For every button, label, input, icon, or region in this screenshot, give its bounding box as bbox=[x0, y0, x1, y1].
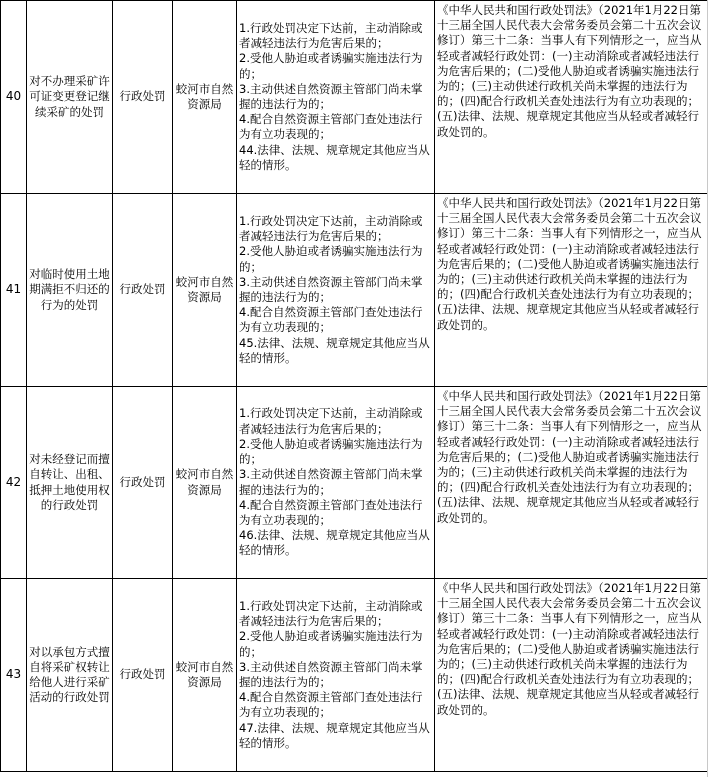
row-number: 41 bbox=[1, 194, 27, 387]
item-name: 对临时使用土地期满拒不归还的行为的处罚 bbox=[27, 194, 113, 387]
condition-item: 47.法律、法规、规章规定其他应当从轻的情形。 bbox=[239, 720, 430, 750]
department: 蛟河市自然资源局 bbox=[173, 387, 237, 579]
category: 行政处罚 bbox=[113, 579, 173, 772]
item-name: 对以承包方式擅自将采矿权转让给他人进行采矿活动的行政处罚 bbox=[27, 579, 113, 772]
table-row bbox=[1, 194, 708, 387]
condition-item: 4.配合自然资源主管部门查处违法行为有立功表现的； bbox=[239, 112, 423, 142]
condition-item: 1.行政处罚决定下达前，主动消除或者减轻违法行为危害后果的； bbox=[239, 406, 423, 436]
row-number: 42 bbox=[1, 387, 27, 579]
condition-item: 3.主动供述自然资源主管部门尚未掌握的违法行为的； bbox=[239, 274, 423, 304]
condition-item: 4.配合自然资源主管部门查处违法行为有立功表现的； bbox=[239, 305, 423, 335]
legal-basis: 《中华人民共和国行政处罚法》（2021年1月22日第十三届全国人民代表大会常务委员会第二十五次会议修订）第三十二条：当事人有下列情形之一，应当从轻或者减轻行政处罚：(一)主动消除或者减轻违法行为危害后果的；(二)受他人胁迫或者诱骗实施违法行为的；(三)主动供述行政机关尚未掌握的违法行为的；(四)配合行政机关查处违法行为有立功表现的；(五)法律、法规、规章规定其他应当从轻或者减轻行政处罚的。 bbox=[435, 387, 708, 579]
legal-basis: 《中华人民共和国行政处罚法》（2021年1月22日第十三届全国人民代表大会常务委员会第二十五次会议修订）第三十二条：当事人有下列情形之一，应当从轻或者减轻行政处罚：(一)主动消除或者减轻违法行为危害后果的；(二)受他人胁迫或者诱骗实施违法行为的；(三)主动供述行政机关尚未掌握的违法行为的；(四)配合行政机关查处违法行为有立功表现的；(五)法律、法规、规章规定其他应当从轻或者减轻行政处罚的。 bbox=[435, 194, 708, 387]
conditions-cell bbox=[237, 579, 435, 772]
table-row bbox=[1, 387, 708, 579]
item-name: 对未经登记而擅自转让、出租、抵押土地使用权的行政处罚 bbox=[27, 387, 113, 579]
item-name: 对不办理采矿许可证变更登记继续采矿的处罚 bbox=[27, 1, 113, 194]
condition-item: 4.配合自然资源主管部门查处违法行为有立功表现的； bbox=[239, 497, 423, 527]
table-row bbox=[1, 579, 708, 772]
condition-item: 44.法律、法规、规章规定其他应当从轻的情形。 bbox=[239, 142, 430, 172]
condition-item: 3.主动供述自然资源主管部门尚未掌握的违法行为的； bbox=[239, 81, 423, 111]
legal-basis: 《中华人民共和国行政处罚法》（2021年1月22日第十三届全国人民代表大会常务委员会第二十五次会议修订）第三十二条：当事人有下列情形之一，应当从轻或者减轻行政处罚：(一)主动消除或者减轻违法行为危害后果的；(二)受他人胁迫或者诱骗实施违法行为的；(三)主动供述行政机关尚未掌握的违法行为的；(四)配合行政机关查处违法行为有立功表现的；(五)法律、法规、规章规定其他应当从轻或者减轻行政处罚的。 bbox=[435, 579, 708, 772]
conditions-cell bbox=[237, 1, 435, 194]
category: 行政处罚 bbox=[113, 387, 173, 579]
condition-item: 1.行政处罚决定下达前，主动消除或者减轻违法行为危害后果的； bbox=[239, 20, 423, 51]
condition-item: 2.受他人胁迫或者诱骗实施违法行为的； bbox=[239, 629, 423, 659]
row-number: 40 bbox=[1, 1, 27, 194]
row-number: 43 bbox=[1, 579, 27, 772]
condition-item: 1.行政处罚决定下达前，主动消除或者减轻违法行为危害后果的； bbox=[239, 213, 423, 244]
legal-basis: 《中华人民共和国行政处罚法》（2021年1月22日第十三届全国人民代表大会常务委员会第二十五次会议修订）第三十二条：当事人有下列情形之一，应当从轻或者减轻行政处罚：(一)主动消除或者减轻违法行为危害后果的；(二)受他人胁迫或者诱骗实施违法行为的；(三)主动供述行政机关尚未掌握的违法行为的；(四)配合行政机关查处违法行为有立功表现的；(五)法律、法规、规章规定其他应当从轻或者减轻行政处罚的。 bbox=[435, 1, 708, 194]
condition-item: 46.法律、法规、规章规定其他应当从轻的情形。 bbox=[239, 528, 430, 558]
department: 蛟河市自然资源局 bbox=[173, 1, 237, 194]
condition-item: 2.受他人胁迫或者诱骗实施违法行为的； bbox=[239, 436, 423, 467]
condition-item: 45.法律、法规、规章规定其他应当从轻的情形。 bbox=[239, 335, 430, 365]
condition-item: 2.受他人胁迫或者诱骗实施违法行为的； bbox=[239, 51, 423, 81]
conditions-cell bbox=[237, 387, 435, 579]
table-row bbox=[1, 1, 708, 194]
condition-item: 4.配合自然资源主管部门查处违法行为有立功表现的； bbox=[239, 690, 423, 720]
condition-item: 3.主动供述自然资源主管部门尚未掌握的违法行为的； bbox=[239, 467, 423, 497]
category: 行政处罚 bbox=[113, 1, 173, 194]
category: 行政处罚 bbox=[113, 194, 173, 387]
conditions-cell bbox=[237, 194, 435, 387]
condition-item: 3.主动供述自然资源主管部门尚未掌握的违法行为的； bbox=[239, 659, 423, 689]
condition-item: 1.行政处罚决定下达前，主动消除或者减轻违法行为危害后果的； bbox=[239, 598, 423, 629]
department: 蛟河市自然资源局 bbox=[173, 579, 237, 772]
department: 蛟河市自然资源局 bbox=[173, 194, 237, 387]
condition-item: 2.受他人胁迫或者诱骗实施违法行为的； bbox=[239, 244, 423, 274]
